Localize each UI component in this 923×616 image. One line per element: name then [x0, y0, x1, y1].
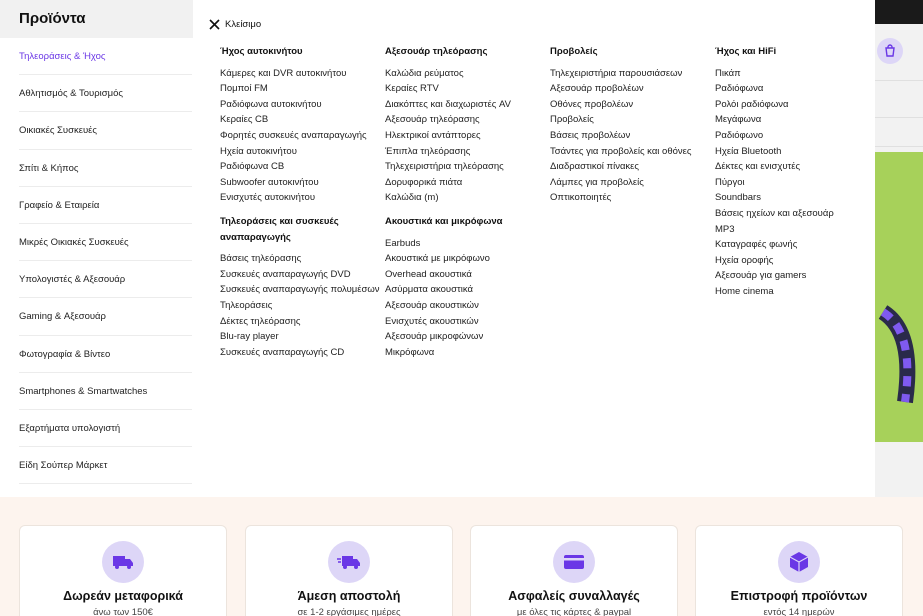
menu-link[interactable]: Ηχεία οροφής [715, 254, 774, 266]
menu-link[interactable]: Subwoofer αυτοκινήτου [220, 176, 319, 188]
hero-banner [875, 152, 923, 442]
menu-link[interactable]: Soundbars [715, 192, 761, 204]
menu-link[interactable]: Κάμερες και DVR αυτοκινήτου [220, 67, 347, 79]
menu-section-title[interactable]: Προβολείς [550, 46, 598, 57]
mega-menu [193, 0, 875, 497]
feature-subtitle: με όλες τις κάρτες & paypal [516, 607, 632, 616]
menu-link[interactable]: Συσκευές αναπαραγωγής CD [220, 346, 345, 358]
menu-section-title[interactable]: Ήχος αυτοκινήτου [220, 46, 303, 57]
menu-section-title[interactable]: Ήχος και HiFi [715, 46, 777, 57]
features-strip [0, 497, 923, 616]
menu-link[interactable]: Οθόνες προβολέων [550, 98, 634, 110]
menu-link[interactable]: Αξεσουάρ προβολέων [550, 83, 644, 95]
feature-card [245, 525, 453, 616]
sidebar-title: Προϊόντα [0, 0, 193, 38]
divider [875, 117, 923, 118]
menu-section [715, 44, 875, 300]
menu-link[interactable]: Διακόπτες και διαχωριστές AV [385, 98, 511, 110]
menu-link[interactable]: Ραδιόφωνο [715, 129, 764, 141]
menu-link[interactable]: Πύργοι [715, 176, 745, 188]
menu-link[interactable]: Συσκευές αναπαραγωγής DVD [220, 268, 351, 280]
close-icon [209, 19, 220, 30]
feature-title: Άμεση αποστολή [297, 589, 401, 603]
menu-column [220, 44, 380, 360]
cart-button[interactable] [877, 38, 903, 64]
category-item[interactable]: Smartphones & Smartwatches [19, 373, 192, 410]
feature-icon-wrap [553, 541, 595, 583]
hero-graphic [875, 152, 923, 442]
menu-link[interactable]: Διαδραστικοί πίνακες [550, 161, 639, 173]
menu-link[interactable]: Καλώδια (m) [385, 192, 439, 204]
menu-link[interactable]: Κεραίες CB [220, 114, 269, 126]
menu-link[interactable]: Προβολείς [550, 114, 594, 126]
menu-link[interactable]: Μικρόφωνα [385, 346, 435, 358]
menu-link[interactable]: Home cinema [715, 285, 774, 297]
menu-link[interactable]: Ενισχυτές ακουστικών [385, 315, 479, 327]
category-item[interactable]: Σπίτι & Κήπος [19, 150, 192, 187]
category-list [0, 38, 193, 484]
feature-card [19, 525, 227, 616]
menu-link[interactable]: Βάσεις ηχείων και αξεσουάρ [715, 207, 834, 219]
menu-link[interactable]: Βάσεις τηλεόρασης [220, 253, 302, 265]
divider [875, 80, 923, 81]
menu-section-title[interactable]: Ακουστικά και μικρόφωνα [385, 215, 503, 227]
menu-link[interactable]: Blu-ray player [220, 331, 279, 343]
menu-link[interactable]: Δέκτες τηλεόρασης [220, 315, 301, 327]
feature-card [695, 525, 903, 616]
menu-link[interactable]: Πομποί FM [220, 83, 268, 95]
menu-section-title[interactable]: Τηλεοράσεις και συσκευές αναπαραγωγής [220, 215, 339, 243]
menu-section [385, 44, 545, 206]
menu-link[interactable]: Καλώδια ρεύματος [385, 67, 464, 79]
menu-link[interactable]: Αξεσουάρ για gamers [715, 270, 807, 282]
menu-link[interactable]: Τηλεοράσεις [220, 299, 273, 311]
category-item[interactable]: Gaming & Αξεσουάρ [19, 298, 192, 335]
menu-column [385, 44, 545, 360]
menu-link[interactable]: Ραδιόφωνα αυτοκινήτου [220, 98, 322, 110]
menu-section [385, 214, 545, 360]
menu-link[interactable]: Καταγραφές φωνής [715, 239, 798, 251]
menu-link[interactable]: Ραδιόφωνα [715, 83, 764, 95]
menu-link[interactable]: Τσάντες για προβολείς και οθόνες [550, 145, 692, 157]
feature-subtitle: σε 1-2 εργάσιμες ημέρες [297, 607, 401, 616]
feature-icon-wrap [102, 541, 144, 583]
menu-column [715, 44, 875, 300]
category-item[interactable]: Είδη Σούπερ Μάρκετ [19, 447, 192, 484]
fast-truck-icon [335, 548, 363, 576]
menu-link[interactable]: Δορυφορικά πιάτα [385, 176, 463, 188]
menu-link[interactable]: Έπιπλα τηλεόρασης [385, 145, 471, 157]
menu-section [550, 44, 710, 206]
category-item[interactable]: Εξαρτήματα υπολογιστή [19, 410, 192, 447]
menu-link[interactable]: Φορητές συσκευές αναπαραγωγής [220, 129, 367, 141]
divider [875, 146, 923, 147]
category-item[interactable]: Μικρές Οικιακές Συσκευές [19, 224, 192, 261]
feature-icon-wrap [328, 541, 370, 583]
menu-link[interactable]: Ηχεία Bluetooth [715, 145, 782, 157]
feature-card [470, 525, 678, 616]
feature-title: Δωρεάν μεταφορικά [63, 589, 183, 603]
close-label: Κλείσιμο [225, 19, 262, 30]
background-page [875, 0, 923, 497]
feature-title: Ασφαλείς συναλλαγές [508, 589, 640, 603]
menu-link[interactable]: Δέκτες και ενισχυτές [715, 161, 801, 173]
menu-link[interactable]: Ενισχυτές αυτοκινήτου [220, 192, 316, 204]
menu-link[interactable]: Λάμπες για προβολείς [550, 176, 644, 188]
box-icon [785, 548, 813, 576]
menu-link[interactable]: Ρολόι ραδιόφωνα [715, 98, 789, 110]
category-item[interactable]: Οικιακές Συσκευές [19, 112, 192, 149]
close-button[interactable] [209, 19, 261, 30]
menu-link[interactable]: Αξεσουάρ τηλεόρασης [385, 114, 480, 126]
category-item[interactable]: Υπολογιστές & Αξεσουάρ [19, 261, 192, 298]
menu-link[interactable]: Αξεσουάρ μικροφώνων [385, 331, 484, 343]
menu-link[interactable]: Κεραίες RTV [385, 83, 439, 95]
menu-link[interactable]: Βάσεις προβολέων [550, 129, 631, 141]
credit-card-icon [560, 548, 588, 576]
category-item[interactable]: Αθλητισμός & Τουρισμός [19, 75, 192, 112]
menu-link[interactable]: Οπτικοποιητές [550, 192, 612, 204]
menu-link[interactable]: Τηλεχειριστήρια παρουσιάσεων [550, 67, 683, 79]
category-sidebar [0, 0, 193, 497]
menu-link[interactable]: Συσκευές αναπαραγωγής πολυμέσων [220, 284, 380, 296]
menu-column [550, 44, 710, 206]
menu-link[interactable]: Ραδιόφωνα CB [220, 161, 285, 173]
truck-icon [109, 548, 137, 576]
menu-link[interactable]: Μεγάφωνα [715, 114, 762, 126]
menu-link[interactable]: Αξεσουάρ ακουστικών [385, 299, 479, 311]
category-item[interactable]: Γραφείο & Εταιρεία [19, 187, 192, 224]
menu-link[interactable]: Ασύρματα ακουστικά [385, 284, 473, 296]
menu-link[interactable]: Τηλεχειριστήρια τηλεόρασης [385, 161, 504, 173]
menu-link[interactable]: MP3 [715, 223, 735, 235]
feature-subtitle: άνω των 150€ [93, 607, 153, 616]
feature-subtitle: εντός 14 ημερών [763, 607, 835, 616]
menu-link[interactable]: Ακουστικά με μικρόφωνο [385, 253, 490, 265]
category-item[interactable]: Φωτογραφία & Βίντεο [19, 336, 192, 373]
menu-link[interactable]: Πικάπ [715, 67, 741, 79]
menu-link[interactable]: Ηχεία αυτοκινήτου [220, 145, 297, 157]
menu-link[interactable]: Earbuds [385, 237, 421, 249]
menu-section [220, 44, 380, 206]
cart-icon [883, 44, 897, 58]
category-item[interactable]: Τηλεοράσεις & Ήχος [19, 38, 192, 75]
menu-section [220, 214, 380, 360]
background-topbar [875, 0, 923, 24]
menu-link[interactable]: Overhead ακουστικά [385, 268, 472, 280]
menu-section-title[interactable]: Αξεσουάρ τηλεόρασης [385, 46, 488, 57]
feature-title: Επιστροφή προϊόντων [730, 589, 868, 603]
menu-link[interactable]: Ηλεκτρικοί αντάπτορες [385, 129, 481, 141]
feature-icon-wrap [778, 541, 820, 583]
